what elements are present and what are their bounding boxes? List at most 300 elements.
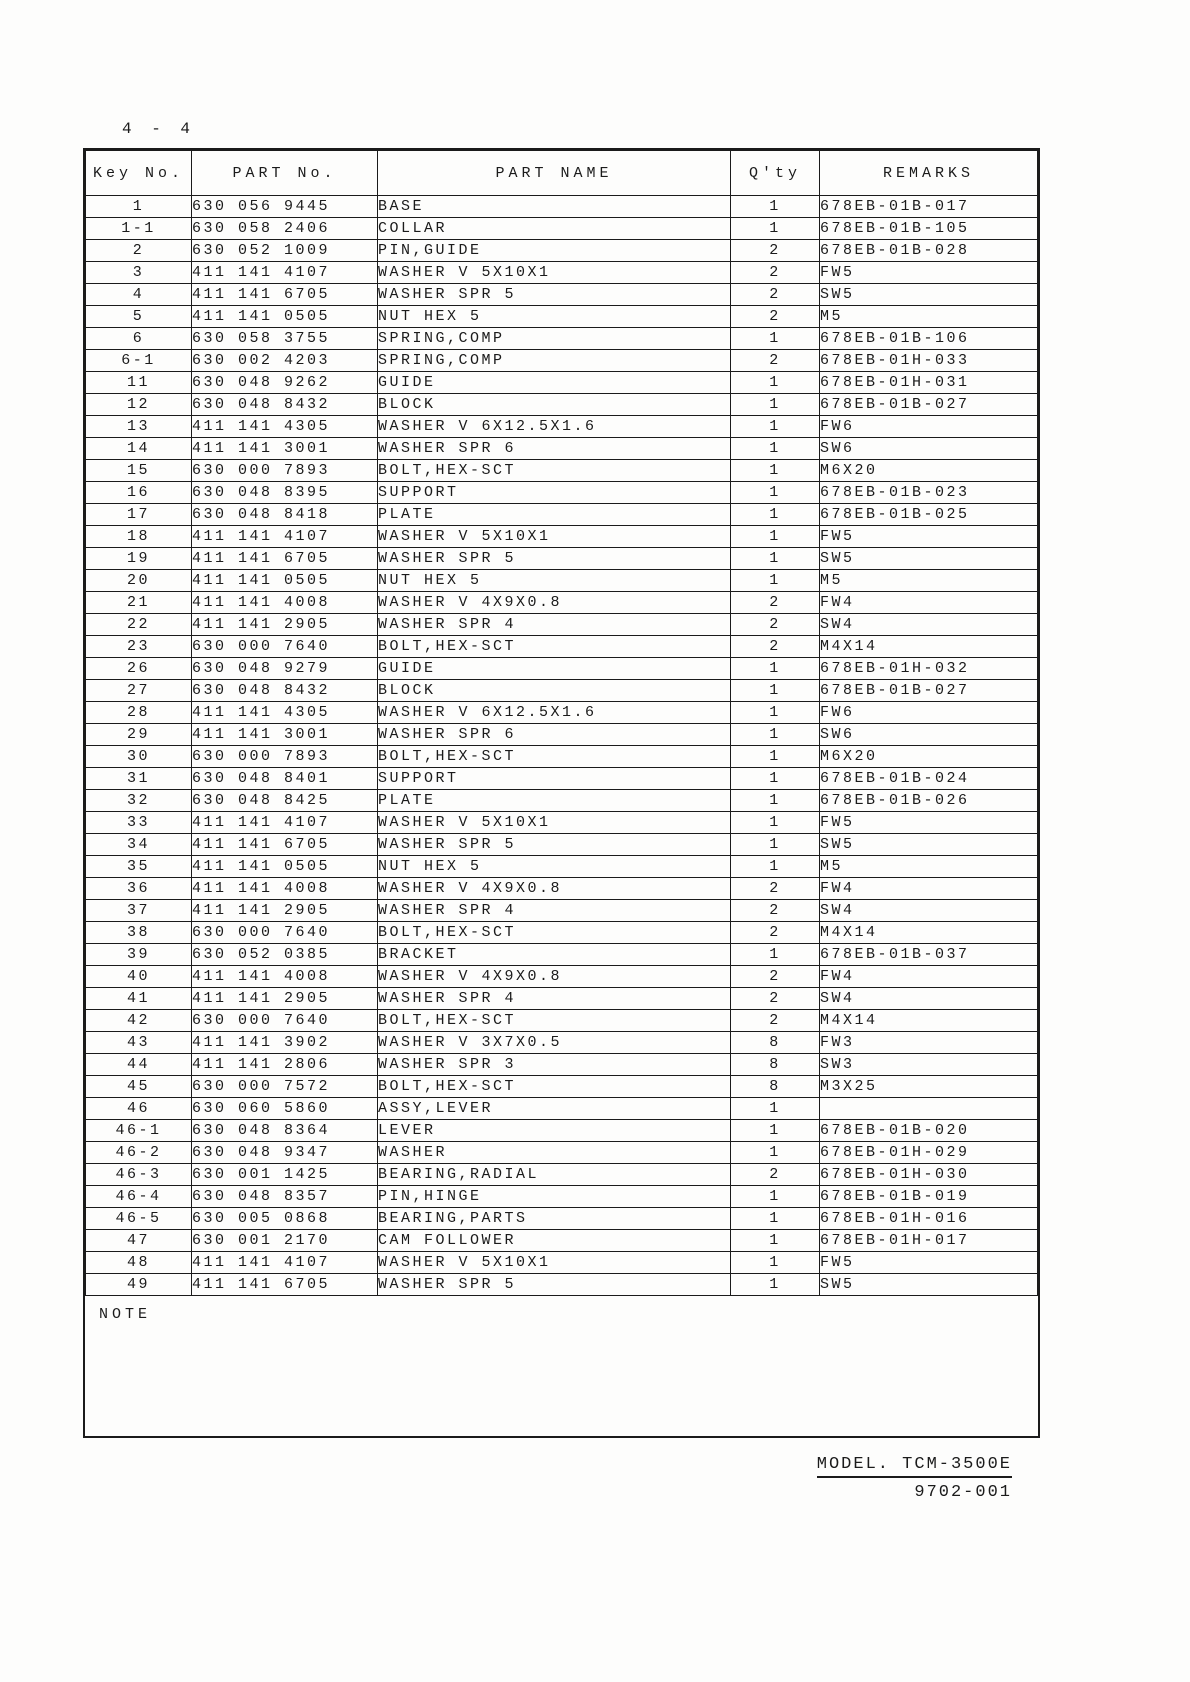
cell-remarks: M5 (820, 570, 1038, 592)
cell-qty: 1 (731, 944, 820, 966)
cell-part-name: WASHER SPR 5 (378, 834, 731, 856)
cell-qty: 2 (731, 284, 820, 306)
cell-key-no: 19 (86, 548, 192, 570)
model-label: MODEL. TCM-3500E (817, 1455, 1012, 1478)
cell-part-name: BEARING,PARTS (378, 1208, 731, 1230)
cell-part-no: 411 141 6705 (192, 1274, 378, 1296)
cell-qty: 1 (731, 1252, 820, 1274)
cell-qty: 1 (731, 196, 820, 218)
cell-qty: 2 (731, 988, 820, 1010)
cell-part-no: 630 048 8395 (192, 482, 378, 504)
cell-part-no: 411 141 4008 (192, 966, 378, 988)
cell-key-no: 46-1 (86, 1120, 192, 1142)
cell-part-name: WASHER SPR 6 (378, 438, 731, 460)
cell-remarks: FW3 (820, 1032, 1038, 1054)
cell-part-name: WASHER V 4X9X0.8 (378, 878, 731, 900)
table-row (86, 856, 1038, 878)
cell-part-name: WASHER SPR 4 (378, 614, 731, 636)
cell-qty: 2 (731, 306, 820, 328)
cell-key-no: 33 (86, 812, 192, 834)
cell-key-no: 46-2 (86, 1142, 192, 1164)
cell-part-no: 411 141 4305 (192, 416, 378, 438)
cell-remarks: FW5 (820, 262, 1038, 284)
cell-remarks: M4X14 (820, 922, 1038, 944)
cell-part-name: WASHER SPR 5 (378, 284, 731, 306)
cell-qty: 1 (731, 482, 820, 504)
cell-part-no: 411 141 2806 (192, 1054, 378, 1076)
cell-remarks: SW5 (820, 548, 1038, 570)
table-row (86, 1120, 1038, 1142)
cell-key-no: 38 (86, 922, 192, 944)
cell-part-no: 630 056 9445 (192, 196, 378, 218)
cell-qty: 2 (731, 262, 820, 284)
cell-part-no: 411 141 6705 (192, 834, 378, 856)
cell-key-no: 23 (86, 636, 192, 658)
table-row (86, 768, 1038, 790)
cell-remarks: 678EB-01B-028 (820, 240, 1038, 262)
cell-part-name: GUIDE (378, 372, 731, 394)
cell-key-no: 6-1 (86, 350, 192, 372)
cell-key-no: 46-5 (86, 1208, 192, 1230)
table-row (86, 306, 1038, 328)
table-row (86, 878, 1038, 900)
cell-qty: 1 (731, 1120, 820, 1142)
cell-part-no: 630 048 8364 (192, 1120, 378, 1142)
cell-key-no: 1 (86, 196, 192, 218)
cell-key-no: 14 (86, 438, 192, 460)
cell-part-no: 630 052 1009 (192, 240, 378, 262)
table-row (86, 1142, 1038, 1164)
footer (817, 1455, 1012, 1502)
cell-part-no: 411 141 0505 (192, 570, 378, 592)
cell-remarks: FW4 (820, 592, 1038, 614)
cell-part-name: WASHER V 4X9X0.8 (378, 966, 731, 988)
cell-part-name: WASHER SPR 6 (378, 724, 731, 746)
table-row (86, 900, 1038, 922)
cell-part-name: BOLT,HEX-SCT (378, 746, 731, 768)
cell-part-name: WASHER SPR 3 (378, 1054, 731, 1076)
note-section (85, 1296, 1038, 1436)
table-row (86, 746, 1038, 768)
cell-qty: 2 (731, 966, 820, 988)
table-row (86, 570, 1038, 592)
cell-part-no: 630 001 1425 (192, 1164, 378, 1186)
cell-key-no: 11 (86, 372, 192, 394)
cell-qty: 1 (731, 768, 820, 790)
cell-part-no: 630 058 2406 (192, 218, 378, 240)
table-row (86, 1032, 1038, 1054)
cell-part-no: 411 141 4008 (192, 592, 378, 614)
cell-part-no: 411 141 4008 (192, 878, 378, 900)
cell-key-no: 5 (86, 306, 192, 328)
cell-remarks (820, 1098, 1038, 1120)
cell-part-name: WASHER V 6X12.5X1.6 (378, 416, 731, 438)
cell-part-name: BOLT,HEX-SCT (378, 922, 731, 944)
cell-part-no: 630 048 9262 (192, 372, 378, 394)
cell-key-no: 18 (86, 526, 192, 548)
cell-part-no: 630 048 8432 (192, 394, 378, 416)
cell-qty: 2 (731, 592, 820, 614)
cell-part-name: LEVER (378, 1120, 731, 1142)
cell-remarks: M3X25 (820, 1076, 1038, 1098)
cell-key-no: 32 (86, 790, 192, 812)
cell-part-name: NUT HEX 5 (378, 306, 731, 328)
cell-part-name: SPRING,COMP (378, 328, 731, 350)
table-row (86, 1098, 1038, 1120)
cell-part-no: 411 141 4305 (192, 702, 378, 724)
cell-key-no: 17 (86, 504, 192, 526)
cell-part-no: 630 002 4203 (192, 350, 378, 372)
cell-key-no: 22 (86, 614, 192, 636)
table-row (86, 504, 1038, 526)
cell-part-name: BEARING,RADIAL (378, 1164, 731, 1186)
cell-key-no: 12 (86, 394, 192, 416)
cell-part-no: 630 005 0868 (192, 1208, 378, 1230)
cell-key-no: 43 (86, 1032, 192, 1054)
page-number: 4 - 4 (122, 120, 196, 138)
cell-qty: 2 (731, 350, 820, 372)
table-row (86, 438, 1038, 460)
cell-part-no: 630 000 7640 (192, 922, 378, 944)
cell-part-no: 630 000 7572 (192, 1076, 378, 1098)
cell-qty: 2 (731, 240, 820, 262)
cell-qty: 1 (731, 680, 820, 702)
cell-remarks: SW5 (820, 1274, 1038, 1296)
cell-part-name: WASHER SPR 5 (378, 548, 731, 570)
cell-part-no: 411 141 2905 (192, 614, 378, 636)
cell-qty: 2 (731, 1164, 820, 1186)
cell-remarks: FW4 (820, 878, 1038, 900)
cell-part-name: WASHER (378, 1142, 731, 1164)
cell-key-no: 36 (86, 878, 192, 900)
cell-remarks: SW4 (820, 614, 1038, 636)
cell-qty: 1 (731, 570, 820, 592)
header-qty: Q'ty (731, 151, 820, 196)
cell-key-no: 16 (86, 482, 192, 504)
cell-remarks: 678EB-01H-033 (820, 350, 1038, 372)
cell-key-no: 29 (86, 724, 192, 746)
cell-key-no: 49 (86, 1274, 192, 1296)
cell-part-no: 630 060 5860 (192, 1098, 378, 1120)
cell-remarks: FW5 (820, 526, 1038, 548)
cell-part-no: 411 141 4107 (192, 812, 378, 834)
cell-qty: 2 (731, 636, 820, 658)
cell-remarks: 678EB-01B-024 (820, 768, 1038, 790)
cell-part-name: WASHER V 4X9X0.8 (378, 592, 731, 614)
cell-key-no: 42 (86, 1010, 192, 1032)
cell-qty: 2 (731, 878, 820, 900)
table-row (86, 262, 1038, 284)
cell-part-no: 411 141 0505 (192, 306, 378, 328)
cell-key-no: 46-3 (86, 1164, 192, 1186)
cell-qty: 1 (731, 372, 820, 394)
cell-key-no: 31 (86, 768, 192, 790)
table-row (86, 482, 1038, 504)
cell-qty: 1 (731, 548, 820, 570)
table-row (86, 460, 1038, 482)
cell-remarks: FW6 (820, 702, 1038, 724)
cell-part-name: PIN,GUIDE (378, 240, 731, 262)
cell-qty: 8 (731, 1054, 820, 1076)
cell-qty: 2 (731, 922, 820, 944)
table-row (86, 988, 1038, 1010)
cell-qty: 1 (731, 1098, 820, 1120)
cell-part-name: CAM FOLLOWER (378, 1230, 731, 1252)
cell-part-no: 411 141 6705 (192, 284, 378, 306)
table-row (86, 1054, 1038, 1076)
cell-remarks: M5 (820, 856, 1038, 878)
cell-key-no: 26 (86, 658, 192, 680)
cell-part-no: 630 000 7893 (192, 460, 378, 482)
cell-part-name: COLLAR (378, 218, 731, 240)
table-row (86, 394, 1038, 416)
cell-part-no: 630 000 7893 (192, 746, 378, 768)
cell-key-no: 45 (86, 1076, 192, 1098)
cell-key-no: 47 (86, 1230, 192, 1252)
cell-key-no: 3 (86, 262, 192, 284)
cell-part-no: 630 048 9347 (192, 1142, 378, 1164)
cell-part-name: WASHER V 5X10X1 (378, 812, 731, 834)
cell-remarks: SW4 (820, 988, 1038, 1010)
cell-part-name: WASHER V 5X10X1 (378, 1252, 731, 1274)
cell-qty: 1 (731, 1186, 820, 1208)
cell-remarks: 678EB-01B-027 (820, 680, 1038, 702)
header-remarks: REMARKS (820, 151, 1038, 196)
table-row (86, 526, 1038, 548)
table-row (86, 658, 1038, 680)
table-row (86, 1230, 1038, 1252)
table-row (86, 1274, 1038, 1296)
parts-table-body (86, 196, 1038, 1296)
cell-part-name: BOLT,HEX-SCT (378, 636, 731, 658)
cell-remarks: SW6 (820, 438, 1038, 460)
cell-part-name: BRACKET (378, 944, 731, 966)
cell-qty: 1 (731, 1274, 820, 1296)
table-row (86, 812, 1038, 834)
cell-remarks: 678EB-01B-019 (820, 1186, 1038, 1208)
cell-key-no: 44 (86, 1054, 192, 1076)
cell-part-no: 630 000 7640 (192, 1010, 378, 1032)
cell-qty: 1 (731, 328, 820, 350)
cell-part-name: PIN,HINGE (378, 1186, 731, 1208)
cell-key-no: 28 (86, 702, 192, 724)
table-row (86, 1076, 1038, 1098)
cell-key-no: 34 (86, 834, 192, 856)
cell-qty: 1 (731, 658, 820, 680)
table-row (86, 1208, 1038, 1230)
cell-part-no: 630 048 8418 (192, 504, 378, 526)
cell-part-no: 630 058 3755 (192, 328, 378, 350)
cell-remarks: 678EB-01B-037 (820, 944, 1038, 966)
cell-part-no: 411 141 2905 (192, 988, 378, 1010)
cell-remarks: SW5 (820, 284, 1038, 306)
cell-key-no: 40 (86, 966, 192, 988)
cell-part-name: SUPPORT (378, 768, 731, 790)
cell-part-name: WASHER SPR 4 (378, 900, 731, 922)
cell-remarks: FW5 (820, 812, 1038, 834)
cell-remarks: 678EB-01B-020 (820, 1120, 1038, 1142)
cell-part-name: BOLT,HEX-SCT (378, 1076, 731, 1098)
cell-key-no: 15 (86, 460, 192, 482)
cell-part-no: 630 048 8432 (192, 680, 378, 702)
cell-part-name: GUIDE (378, 658, 731, 680)
cell-remarks: M4X14 (820, 636, 1038, 658)
cell-key-no: 46 (86, 1098, 192, 1120)
cell-part-no: 411 141 3001 (192, 438, 378, 460)
cell-remarks: 678EB-01H-017 (820, 1230, 1038, 1252)
cell-part-no: 411 141 4107 (192, 526, 378, 548)
cell-remarks: SW6 (820, 724, 1038, 746)
table-row (86, 966, 1038, 988)
cell-key-no: 2 (86, 240, 192, 262)
cell-qty: 1 (731, 856, 820, 878)
cell-part-no: 630 048 9279 (192, 658, 378, 680)
cell-part-name: BOLT,HEX-SCT (378, 460, 731, 482)
cell-remarks: FW6 (820, 416, 1038, 438)
cell-part-no: 630 048 8401 (192, 768, 378, 790)
table-row (86, 680, 1038, 702)
parts-table-frame (83, 148, 1040, 1438)
cell-remarks: 678EB-01B-025 (820, 504, 1038, 526)
note-label: NOTE (99, 1306, 152, 1323)
cell-remarks: M6X20 (820, 460, 1038, 482)
cell-part-no: 630 000 7640 (192, 636, 378, 658)
table-row (86, 614, 1038, 636)
cell-remarks: 678EB-01B-026 (820, 790, 1038, 812)
cell-part-no: 630 048 8357 (192, 1186, 378, 1208)
cell-key-no: 37 (86, 900, 192, 922)
table-row (86, 284, 1038, 306)
cell-qty: 1 (731, 218, 820, 240)
cell-part-no: 411 141 3001 (192, 724, 378, 746)
cell-part-name: WASHER V 5X10X1 (378, 262, 731, 284)
cell-part-no: 630 001 2170 (192, 1230, 378, 1252)
cell-remarks: 678EB-01B-017 (820, 196, 1038, 218)
table-row (86, 592, 1038, 614)
cell-part-name: WASHER SPR 5 (378, 1274, 731, 1296)
cell-qty: 1 (731, 1230, 820, 1252)
table-row (86, 944, 1038, 966)
cell-remarks: M5 (820, 306, 1038, 328)
cell-part-name: WASHER V 6X12.5X1.6 (378, 702, 731, 724)
table-row (86, 1252, 1038, 1274)
cell-qty: 2 (731, 1010, 820, 1032)
cell-qty: 2 (731, 614, 820, 636)
table-row (86, 328, 1038, 350)
cell-part-no: 411 141 4107 (192, 1252, 378, 1274)
cell-part-name: BLOCK (378, 680, 731, 702)
header-key-no: Key No. (86, 151, 192, 196)
cell-part-no: 411 141 3902 (192, 1032, 378, 1054)
cell-remarks: 678EB-01H-031 (820, 372, 1038, 394)
cell-part-no: 630 052 0385 (192, 944, 378, 966)
cell-qty: 1 (731, 526, 820, 548)
cell-part-no: 411 141 2905 (192, 900, 378, 922)
cell-part-name: SPRING,COMP (378, 350, 731, 372)
table-row (86, 636, 1038, 658)
cell-key-no: 1-1 (86, 218, 192, 240)
cell-remarks: 678EB-01H-016 (820, 1208, 1038, 1230)
cell-part-name: BASE (378, 196, 731, 218)
cell-key-no: 4 (86, 284, 192, 306)
cell-qty: 1 (731, 438, 820, 460)
cell-part-name: ASSY,LEVER (378, 1098, 731, 1120)
cell-part-name: PLATE (378, 504, 731, 526)
cell-part-name: WASHER V 5X10X1 (378, 526, 731, 548)
cell-part-name: PLATE (378, 790, 731, 812)
table-header-row (86, 151, 1038, 196)
cell-key-no: 30 (86, 746, 192, 768)
cell-qty: 1 (731, 416, 820, 438)
cell-key-no: 13 (86, 416, 192, 438)
cell-qty: 1 (731, 834, 820, 856)
cell-part-no: 411 141 6705 (192, 548, 378, 570)
cell-part-name: WASHER V 3X7X0.5 (378, 1032, 731, 1054)
cell-remarks: 678EB-01H-032 (820, 658, 1038, 680)
cell-part-name: SUPPORT (378, 482, 731, 504)
cell-key-no: 21 (86, 592, 192, 614)
header-part-no: PART No. (192, 151, 378, 196)
table-row (86, 548, 1038, 570)
cell-remarks: SW5 (820, 834, 1038, 856)
cell-qty: 2 (731, 900, 820, 922)
table-row (86, 724, 1038, 746)
cell-qty: 1 (731, 394, 820, 416)
cell-part-name: BOLT,HEX-SCT (378, 1010, 731, 1032)
cell-key-no: 27 (86, 680, 192, 702)
table-row (86, 372, 1038, 394)
table-row (86, 1164, 1038, 1186)
cell-key-no: 35 (86, 856, 192, 878)
table-row (86, 922, 1038, 944)
cell-qty: 1 (731, 724, 820, 746)
cell-qty: 1 (731, 460, 820, 482)
cell-remarks: M4X14 (820, 1010, 1038, 1032)
header-part-name: PART NAME (378, 151, 731, 196)
cell-key-no: 20 (86, 570, 192, 592)
cell-part-name: NUT HEX 5 (378, 856, 731, 878)
cell-qty: 1 (731, 746, 820, 768)
cell-remarks: 678EB-01B-027 (820, 394, 1038, 416)
table-row (86, 416, 1038, 438)
cell-key-no: 39 (86, 944, 192, 966)
cell-remarks: M6X20 (820, 746, 1038, 768)
cell-part-name: NUT HEX 5 (378, 570, 731, 592)
table-row (86, 834, 1038, 856)
cell-key-no: 6 (86, 328, 192, 350)
cell-part-no: 411 141 4107 (192, 262, 378, 284)
cell-remarks: 678EB-01B-105 (820, 218, 1038, 240)
cell-key-no: 41 (86, 988, 192, 1010)
cell-remarks: SW3 (820, 1054, 1038, 1076)
table-row (86, 218, 1038, 240)
cell-part-name: BLOCK (378, 394, 731, 416)
parts-table (85, 150, 1038, 1296)
cell-qty: 8 (731, 1076, 820, 1098)
cell-remarks: SW4 (820, 900, 1038, 922)
cell-remarks: FW4 (820, 966, 1038, 988)
table-row (86, 196, 1038, 218)
cell-remarks: 678EB-01B-106 (820, 328, 1038, 350)
table-row (86, 702, 1038, 724)
table-row (86, 790, 1038, 812)
cell-qty: 1 (731, 1142, 820, 1164)
table-row (86, 240, 1038, 262)
cell-remarks: FW5 (820, 1252, 1038, 1274)
cell-qty: 1 (731, 702, 820, 724)
cell-part-no: 411 141 0505 (192, 856, 378, 878)
cell-qty: 1 (731, 812, 820, 834)
